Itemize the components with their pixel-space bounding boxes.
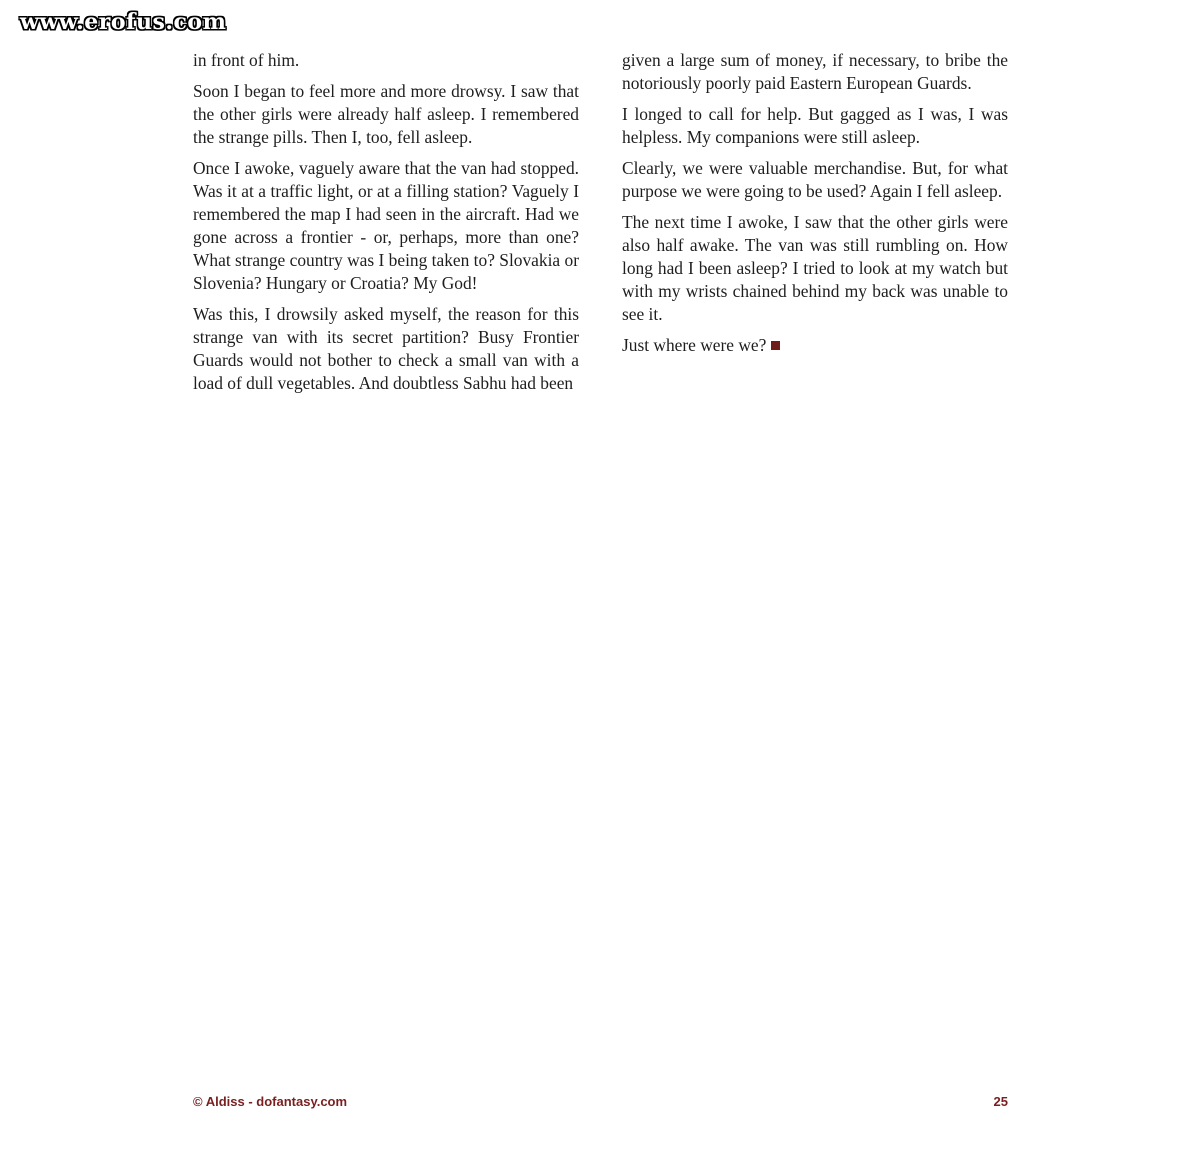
- right-column: [622, 49, 1008, 365]
- paragraph: Soon I began to feel more and more drowsy. I saw that the other girls were already half asleep. I remembered the strange pills. Then I, too, fell asleep.: [193, 81, 579, 147]
- page-number: 25: [993, 1094, 1008, 1109]
- final-paragraph-text: Just where were we?: [622, 335, 767, 355]
- paragraph: The next time I awoke, I saw that the other girls were also half awake. The van was still rumbling on. How long had I been asleep? I tried to look at my watch but with my wrists chained behind my back was unable to see it.: [622, 212, 1008, 324]
- footer-credit: © Aldiss - dofantasy.com: [193, 1094, 348, 1109]
- left-column: [193, 49, 579, 403]
- paragraph: Once I awoke, vaguely aware that the van had stopped. Was it at a traffic light, or at a filling station? Vaguely I remembered the map I had seen in the aircraft. Had we gone across a frontier - or, perhaps, more than one? What strange country was I being taken to? Slovakia or Slovenia? Hungary or Croatia? My God!: [193, 158, 579, 293]
- paragraph: Clearly, we were valuable merchandise. But, for what purpose we were going to be used? Again I fell asleep.: [622, 158, 1008, 201]
- final-paragraph: [622, 334, 1008, 357]
- paragraph: Was this, I drowsily asked myself, the reason for this strange van with its secret partition? Busy Frontier Guards would not bother to check a small van with a load of dull vegetables. And doubtless Sabhu had been: [193, 304, 579, 393]
- watermark: www.erofus.com: [20, 9, 227, 35]
- end-of-story-mark: [771, 341, 780, 350]
- paragraph: I longed to call for help. But gagged as I was, I was helpless. My companions were still asleep.: [622, 104, 1008, 147]
- paragraph: given a large sum of money, if necessary, to bribe the notoriously poorly paid Eastern European Guards.: [622, 50, 1008, 93]
- paragraph: in front of him.: [193, 50, 300, 70]
